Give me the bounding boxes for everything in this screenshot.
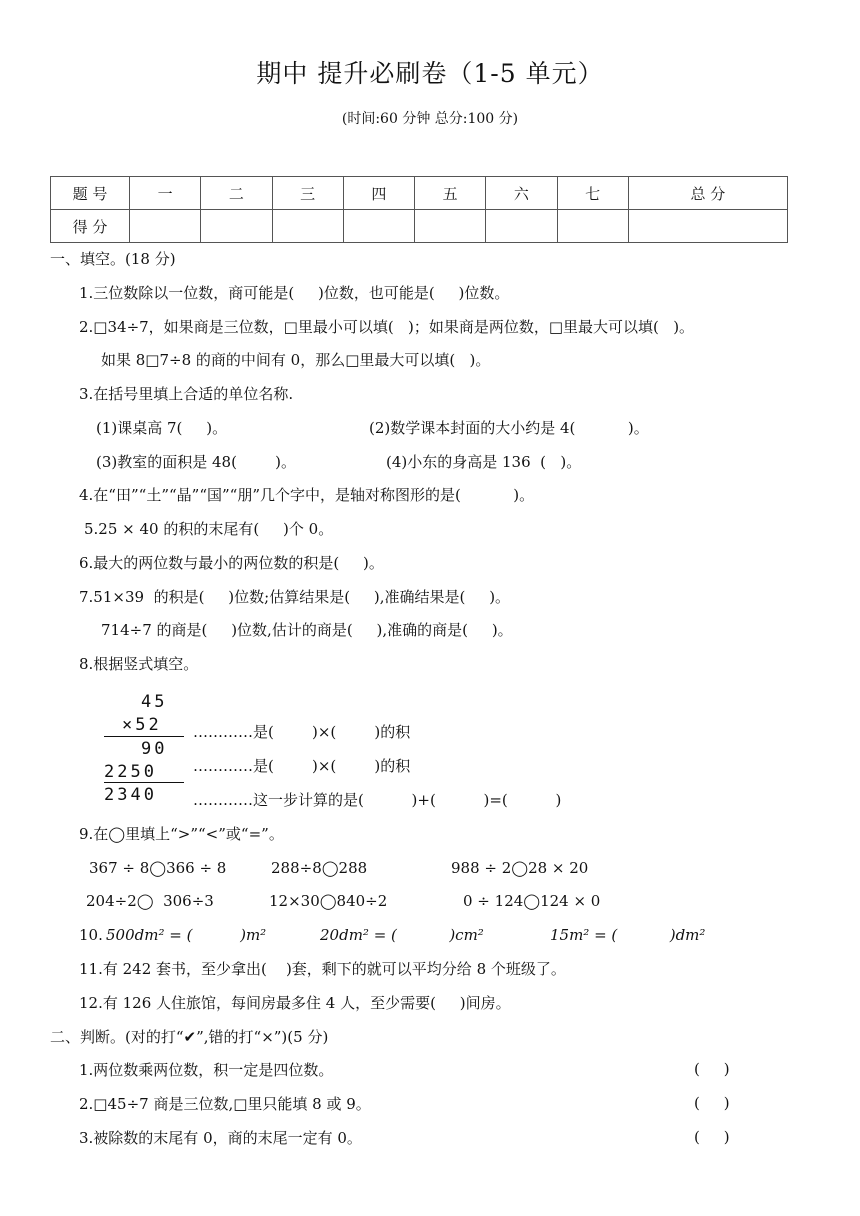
question-2a: 2.□34÷7，如果商是三位数，□里最小可以填( )；如果商是两位数，□里最大可以填( )。 [79, 318, 695, 336]
question-8-line-2: …………是( )×( )的积 [193, 757, 411, 775]
compare-1c: 988 ÷ 2◯28 × 20 [451, 859, 589, 877]
score-row-label: 得 分 [51, 210, 130, 243]
score-cell[interactable] [415, 210, 486, 243]
question-3-4: (4)小东的身高是 136 ( )。 [386, 453, 582, 471]
score-header-cell: 二 [201, 177, 272, 210]
score-header-cell: 五 [415, 177, 486, 210]
score-cell[interactable] [486, 210, 557, 243]
page-title: 期中 提升必刷卷（1-5 单元） [256, 59, 604, 88]
vertical-multiplier: ×52 [122, 715, 162, 735]
compare-1a: 367 ÷ 8◯366 ÷ 8 [89, 859, 227, 877]
question-8-line-1: …………是( )×( )的积 [193, 723, 411, 741]
question-4: 4.在“田”“土”“晶”“国”“朋”几个字中，是轴对称图形的是( )。 [79, 486, 535, 504]
score-cell[interactable] [343, 210, 414, 243]
compare-2a: 204÷2◯ 306÷3 [86, 892, 214, 910]
question-7b: 714÷7 的商是( )位数,估计的商是( ),准确的商是( )。 [101, 621, 513, 639]
compare-2c: 0 ÷ 124◯124 × 0 [463, 892, 601, 910]
question-11: 11.有 242 套书，至少拿出( )套，剩下的就可以平均分给 8 个班级了。 [79, 960, 566, 978]
score-cell[interactable] [130, 210, 201, 243]
score-header-cell: 三 [272, 177, 343, 210]
score-header-cell: 题 号 [51, 177, 130, 210]
question-3: 3.在括号里填上合适的单位名称. [79, 385, 294, 403]
question-3-1: (1)课桌高 7( )。 [96, 419, 228, 437]
judge-2-answer[interactable]: ( ) [694, 1094, 730, 1112]
section2-heading: 二、判断。(对的打“✔”,错的打“×”)(5 分) [50, 1028, 329, 1046]
score-header-cell: 一 [130, 177, 201, 210]
question-8-line-3: …………这一步计算的是( )+( )=( ) [193, 791, 562, 809]
vertical-sum: 2340 [104, 785, 157, 805]
exam-info: (时间:60 分钟 总分:100 分) [341, 111, 519, 127]
score-cell[interactable] [272, 210, 343, 243]
vertical-rule [104, 736, 184, 737]
vertical-partial-product-2: 2250 [104, 762, 157, 782]
question-8: 8.根据竖式填空。 [79, 655, 199, 673]
question-7a: 7.51×39 的积是( )位数;估算结果是( ),准确结果是( )。 [79, 588, 511, 606]
question-2b: 如果 8□7÷8 的商的中间有 0，那么□里最大可以填( )。 [101, 351, 491, 369]
judge-1-answer[interactable]: ( ) [694, 1060, 730, 1078]
question-6: 6.最大的两位数与最小的两位数的积是( )。 [79, 554, 384, 572]
score-cell[interactable] [201, 210, 272, 243]
score-header-cell: 七 [557, 177, 628, 210]
score-table-header-row [51, 177, 788, 210]
score-header-cell: 总 分 [628, 177, 787, 210]
score-cell[interactable] [628, 210, 787, 243]
question-10b: 20dm² = ( )cm² [320, 926, 484, 944]
judge-1: 1.两位数乘两位数，积一定是四位数。 [79, 1061, 334, 1079]
vertical-multiplicand: 45 [141, 692, 168, 712]
question-3-2: (2)数学课本封面的大小约是 4( )。 [369, 419, 649, 437]
question-12: 12.有 126 人住旅馆，每间房最多住 4 人，至少需要( )间房。 [79, 994, 511, 1012]
score-cell[interactable] [557, 210, 628, 243]
judge-2: 2.□45÷7 商是三位数,□里只能填 8 或 9。 [79, 1095, 371, 1113]
question-10-label: 10. [79, 926, 103, 944]
score-header-cell: 六 [486, 177, 557, 210]
score-header-cell: 四 [343, 177, 414, 210]
judge-3: 3.被除数的末尾有 0，商的末尾一定有 0。 [79, 1129, 362, 1147]
judge-3-answer[interactable]: ( ) [694, 1128, 730, 1146]
question-9: 9.在◯里填上“>”“<”或“=”。 [79, 825, 284, 843]
vertical-rule [104, 782, 184, 783]
vertical-partial-product-1: 90 [141, 739, 168, 759]
question-3-3: (3)教室的面积是 48( )。 [96, 453, 296, 471]
section1-heading: 一、填空。(18 分) [50, 250, 176, 268]
question-10c: 15m² = ( )dm² [550, 926, 706, 944]
question-5: 5.25 × 40 的积的末尾有( )个 0。 [84, 520, 334, 538]
compare-2b: 12×30◯840÷2 [269, 892, 388, 910]
question-10a: 500dm² = ( )m² [106, 926, 267, 944]
score-table [50, 176, 788, 243]
compare-1b: 288÷8◯288 [271, 859, 368, 877]
score-table-score-row [51, 210, 788, 243]
question-1: 1.三位数除以一位数，商可能是( )位数，也可能是( )位数。 [79, 284, 510, 302]
